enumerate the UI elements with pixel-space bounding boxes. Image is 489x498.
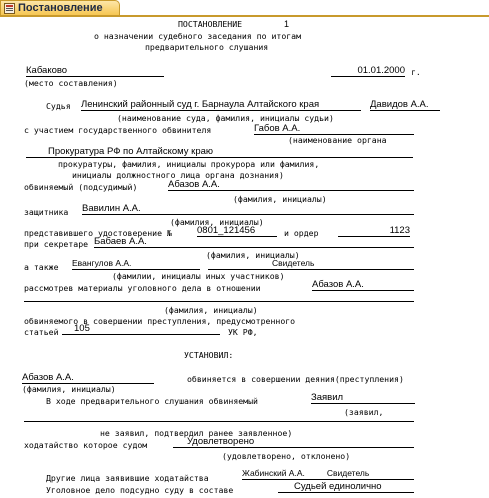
cert-number-field[interactable]: 0801_121456: [197, 225, 277, 237]
date-field[interactable]: 01.01.2000: [331, 65, 405, 77]
court-field[interactable]: Ленинский районный суд г. Барнаула Алтайского края: [81, 99, 361, 111]
order-label: и ордер: [284, 228, 319, 238]
decree-form: [0, 15, 489, 498]
form-icon: [4, 3, 15, 14]
code-label: УК РФ,: [228, 327, 258, 337]
form-subtitle-1: о назначении судебного заседания по итогам: [94, 31, 302, 41]
review-label: рассмотрев материалы уголовного дела в отношении: [24, 283, 261, 293]
motion-rule: [24, 421, 414, 422]
prosecutor-office-field[interactable]: Прокуратура РФ по Алтайскому краю: [26, 146, 413, 158]
order-number-field[interactable]: 1123: [338, 225, 410, 237]
prelim-text: В ходе предварительного слушания обвиняемый: [46, 396, 258, 406]
other-persons-field[interactable]: [242, 468, 414, 480]
motion-caption-2: не заявил, подтвердил ранее заявленное): [100, 428, 293, 438]
accused-of-line: обвиняемого в совершении преступления, предусмотренного: [24, 316, 296, 326]
jurisdiction-field[interactable]: Судьей единолично: [278, 481, 414, 493]
accused-field[interactable]: Абазов А.А.: [168, 179, 414, 191]
jurisdiction-label: Уголовное дело подсудно суду в составе: [46, 485, 234, 495]
review-caption: (фамилия, инициалы): [164, 305, 258, 315]
place-field[interactable]: Кабаково: [26, 65, 164, 77]
prosecutor-caption-2: прокуратуры, фамилия, инициалы прокурора или фамилия,: [58, 159, 320, 169]
tab-postanovlenie[interactable]: [0, 0, 120, 15]
defender-label: защитника: [24, 207, 69, 217]
decree-number-field[interactable]: 1: [284, 19, 290, 29]
accused-caption: (фамилия, инициалы): [233, 194, 327, 204]
cert-label: представившего удостоверение №: [24, 228, 172, 238]
defender-field[interactable]: Вавилин А.А.: [82, 203, 414, 215]
article-field[interactable]: 105: [62, 323, 220, 335]
review-rule: [24, 301, 414, 302]
established-text: обвиняется в совершении деяния(преступления): [187, 374, 404, 384]
others-label: а также: [24, 262, 59, 272]
prosecutor-field[interactable]: Габов А.А.: [254, 123, 414, 135]
others-role-field[interactable]: Свидетель: [208, 258, 414, 270]
other-persons-role: Свидетель: [326, 468, 370, 478]
secretary-field[interactable]: Бабаев А.А.: [94, 236, 414, 248]
motion-caption: (заявил,: [344, 407, 384, 417]
judge-label: Судья: [46, 101, 71, 111]
accused-label: обвиняемый (подсудимый): [24, 182, 138, 192]
motion-field[interactable]: Заявил: [311, 392, 415, 404]
prosecutor-caption-3: инициалы должностного лица органа дознания): [72, 170, 284, 180]
judge-name-field[interactable]: Давидов А.А.: [370, 99, 440, 111]
secretary-label: при секретаре: [24, 239, 89, 249]
established-caption: (фамилия, инициалы): [22, 384, 116, 394]
article-label: статьей: [24, 327, 59, 337]
court-caption: (наименование суда, фамилия, инициалы судьи): [117, 113, 334, 123]
defender-caption: (фамилия, инициалы): [170, 217, 264, 227]
prosecutor-label: с участием государственного обвинителя: [24, 125, 212, 135]
petition-label: ходатайство которое судом: [24, 440, 148, 450]
form-subtitle-2: предварительного слушания: [145, 42, 269, 52]
others-name-field[interactable]: Евангулов А.А.: [72, 258, 200, 270]
established-name-field[interactable]: Абазов А.А.: [22, 372, 154, 384]
other-persons-label: Другие лица заявившие ходатайства: [46, 473, 209, 483]
tab-bar: [0, 0, 489, 15]
secretary-caption: (фамилия, инициалы): [206, 250, 300, 260]
form-title: ПОСТАНОВЛЕНИЕ: [178, 19, 243, 29]
petition-caption: (удовлетворено, отклонено): [222, 451, 351, 461]
other-persons-name: Жабинский А.А.: [242, 468, 305, 478]
established-heading: УСТАНОВИЛ:: [184, 350, 234, 360]
place-caption: (место составления): [24, 78, 118, 88]
tab-label: Постановление: [18, 2, 103, 14]
review-name-field[interactable]: Абазов А.А.: [312, 279, 414, 291]
year-suffix: г.: [411, 67, 421, 77]
others-caption: (фамилии, инициалы иных участников): [112, 271, 285, 281]
prosecutor-caption-1: (наименование органа: [288, 135, 387, 145]
petition-result-field[interactable]: Удовлетворено: [173, 436, 414, 448]
